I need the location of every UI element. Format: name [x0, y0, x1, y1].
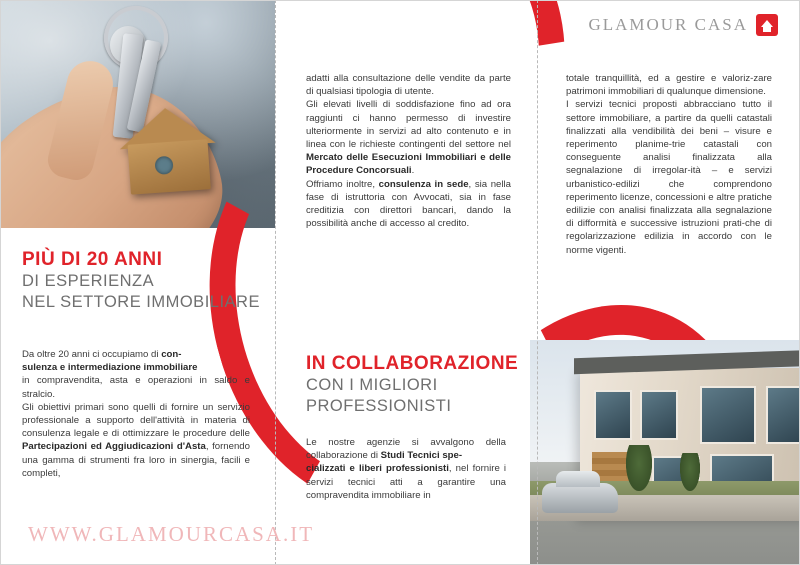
keys-photo — [0, 0, 275, 228]
heading-middle — [306, 352, 518, 417]
footer-website-url: WWW.GLAMOURCASA.IT — [28, 522, 315, 546]
heading-middle-line2: CON I MIGLIORI — [306, 376, 438, 394]
left-body-text — [22, 348, 250, 480]
house-icon — [756, 14, 778, 36]
bold-phrase: Studi Tecnici spe- cializzati e liberi professionisti — [306, 450, 463, 475]
heading-middle-line1: IN COLLABORAZIONE — [306, 353, 519, 374]
brand-logo — [588, 14, 778, 36]
paragraph: adatti alla consultazione delle vendite da parte di qualsiasi tipologia di utente. — [306, 73, 511, 98]
brand-name: GLAMOUR CASA — [588, 15, 748, 34]
paragraph: Offriamo inoltre, consulenza in sede, sia nella fase di istruttoria con Avvocati, sia in fase creditizia con direttori bancari, dando la possibilità anche di accesso al credito. — [306, 178, 511, 230]
heading-left-line3: NEL SETTORE IMMOBILIARE — [22, 293, 260, 311]
bold-phrase: con- sulenza e intermediazione immobiliare — [22, 349, 198, 374]
fold-guide — [537, 0, 538, 565]
window-shape — [766, 386, 800, 444]
bold-phrase: consulenza in sede — [378, 178, 469, 190]
house-photo — [530, 340, 800, 565]
middle-bottom-text — [306, 436, 506, 502]
bold-phrase: Partecipazioni ed Aggiudicazioni d'Asta — [22, 441, 206, 453]
tree-icon — [626, 445, 652, 491]
window-shape — [640, 390, 678, 440]
heading-middle-line3: PROFESSIONISTI — [306, 397, 452, 415]
heading-left-line1: PIÙ DI 20 ANNI — [22, 249, 163, 270]
paragraph: Da oltre 20 anni ci occupiamo di con- sulenza e intermediazione immobiliare in compravendita, asta e operazioni in saldo e stralcio. — [22, 349, 250, 400]
house-keychain-icon — [117, 105, 219, 195]
middle-top-text — [306, 72, 511, 230]
right-top-text — [566, 72, 772, 257]
bold-phrase: Mercato delle Esecuzioni Immobiliari e delle Procedure Concorsuali — [306, 152, 511, 177]
paragraph: Gli elevati livelli di soddisfazione fino ad ora raggiunti ci hanno permesso di investire ulteriormente in servizi ad alto contenuto e in linea con le richieste contingenti del settore nel Mercato delle Esecuzioni Immobiliari e delle Procedure Concorsuali. — [306, 99, 511, 177]
fold-guide — [275, 0, 276, 565]
car-icon — [542, 483, 618, 513]
paragraph: Le nostre agenzie si avvalgono della collaborazione di Studi Tecnici spe- cializzati e liberi professionisti, nel fornire i servizi tecnici atti a garantire una compravendita immobiliare in — [306, 437, 506, 501]
paragraph: Gli obiettivi primari sono quelli di fornire un servizio professionale a supporto dell'attività in materia di consulenza legale e di ottimizzare le procedure delle Partecipazioni ed Aggiudicazioni d'Asta, fornendo una gamma di strumenti fra loro in sinergia, facili e completi, — [22, 401, 250, 479]
window-shape — [700, 386, 756, 444]
paragraph: totale tranquillità, ed a gestire e valoriz-zare patrimoni immobiliari di qualunque dimensione. — [566, 73, 772, 98]
paragraph: I servizi tecnici proposti abbracciano tutto il settore immobiliare, a partire da quelli catastali finalizzati alla vendibilità dei beni – visure e reperimento planime-trie catastali con conseguente analisi finalizzata alla segnalazione di irregolar-ità – e servizi urbanistico-edilizi che comprendono reperimento licenze, concessioni e altre pratiche edilizie con analisi finalizzata alla segnalazione di difformità e successive istruzioni prati-che di regolarizzazione edilizia in accordo con le norme vigenti. — [566, 99, 772, 256]
heading-left-line2: DI ESPERIENZA — [22, 272, 155, 290]
tree-icon — [680, 453, 700, 491]
heading-left — [22, 248, 260, 313]
window-shape — [594, 390, 632, 440]
